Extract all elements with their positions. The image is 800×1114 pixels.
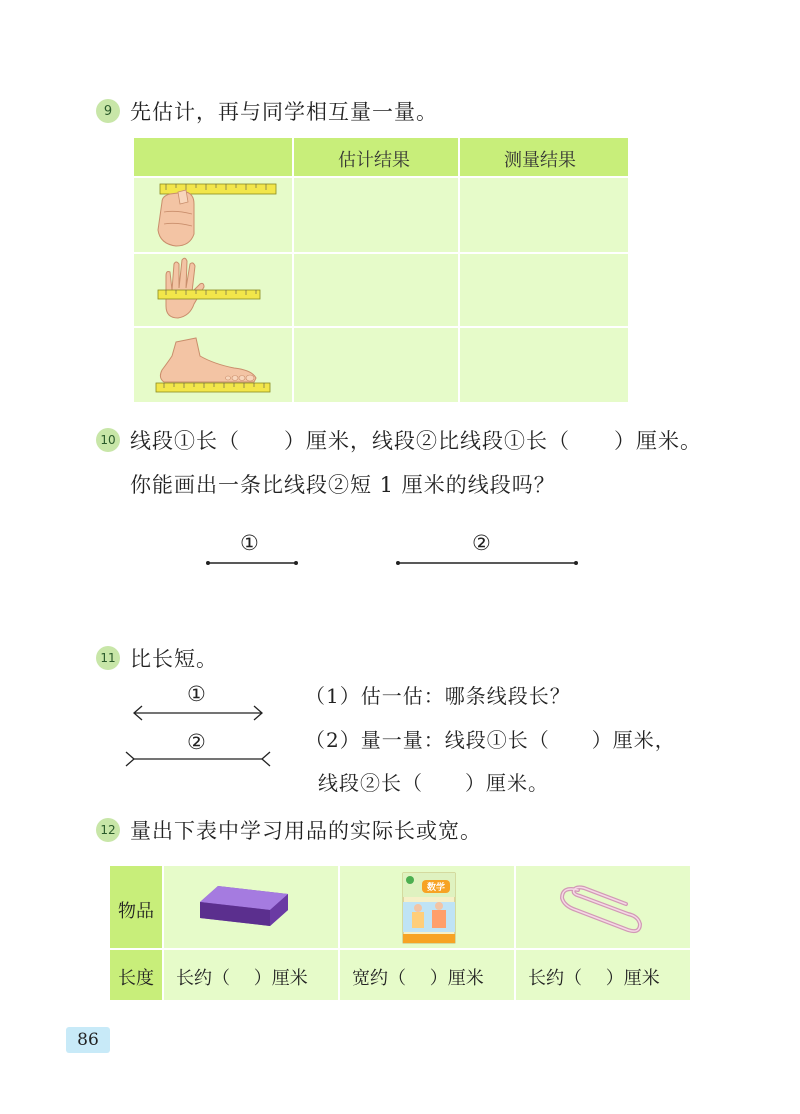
question-10-line2: 你能画出一条比线段②短 1 厘米的线段吗？ [130, 473, 556, 497]
eraser-length-cell: 长约（ ）厘米 [176, 968, 308, 989]
hand-ruler-image [156, 256, 264, 322]
segment-1 [204, 558, 300, 568]
paperclip-image [558, 876, 644, 940]
thumb-ruler-image [156, 182, 280, 248]
illusion-segment-2-label: ② [187, 730, 207, 754]
eraser-image [196, 880, 292, 930]
question-number-12: 12 [96, 818, 120, 842]
header-estimate: 估计结果 [338, 150, 410, 171]
math-book-image [402, 872, 456, 944]
foot-ruler-image [154, 334, 274, 398]
header-measured: 测量结果 [504, 150, 576, 171]
row-label-item: 物品 [118, 901, 154, 922]
book-title: 数学 [426, 883, 446, 893]
book-width-cell: 宽约（ ）厘米 [352, 968, 484, 989]
page-number: 86 [66, 1027, 110, 1053]
question-11-part3: 线段②长（ ）厘米。 [318, 771, 549, 795]
question-10-line1: 线段①长（ ）厘米，线段②比线段①长（ ）厘米。 [130, 429, 702, 453]
question-number-9: 9 [96, 99, 120, 123]
estimate-table [134, 138, 628, 402]
segment-2 [394, 558, 580, 568]
question-9-text: 先估计，再与同学相互量一量。 [130, 100, 438, 124]
question-11-part1: （1）估一估：哪条线段长？ [305, 684, 571, 708]
segment-1-label: ① [240, 531, 260, 555]
paperclip-length-cell: 长约（ ）厘米 [528, 968, 660, 989]
illusion-segment-1-label: ① [187, 682, 207, 706]
illusion-segment-1 [128, 704, 268, 722]
question-number-10: 10 [96, 428, 120, 452]
illusion-segment-2 [122, 750, 274, 768]
question-11-part2: （2）量一量：线段①长（ ）厘米， [305, 728, 676, 752]
question-number-11: 11 [96, 646, 120, 670]
question-11-text: 比长短。 [130, 647, 218, 671]
row-label-length: 长度 [118, 968, 154, 989]
segment-2-label: ② [472, 531, 492, 555]
question-12-text: 量出下表中学习用品的实际长或宽。 [130, 819, 482, 843]
supplies-table [110, 866, 690, 1000]
